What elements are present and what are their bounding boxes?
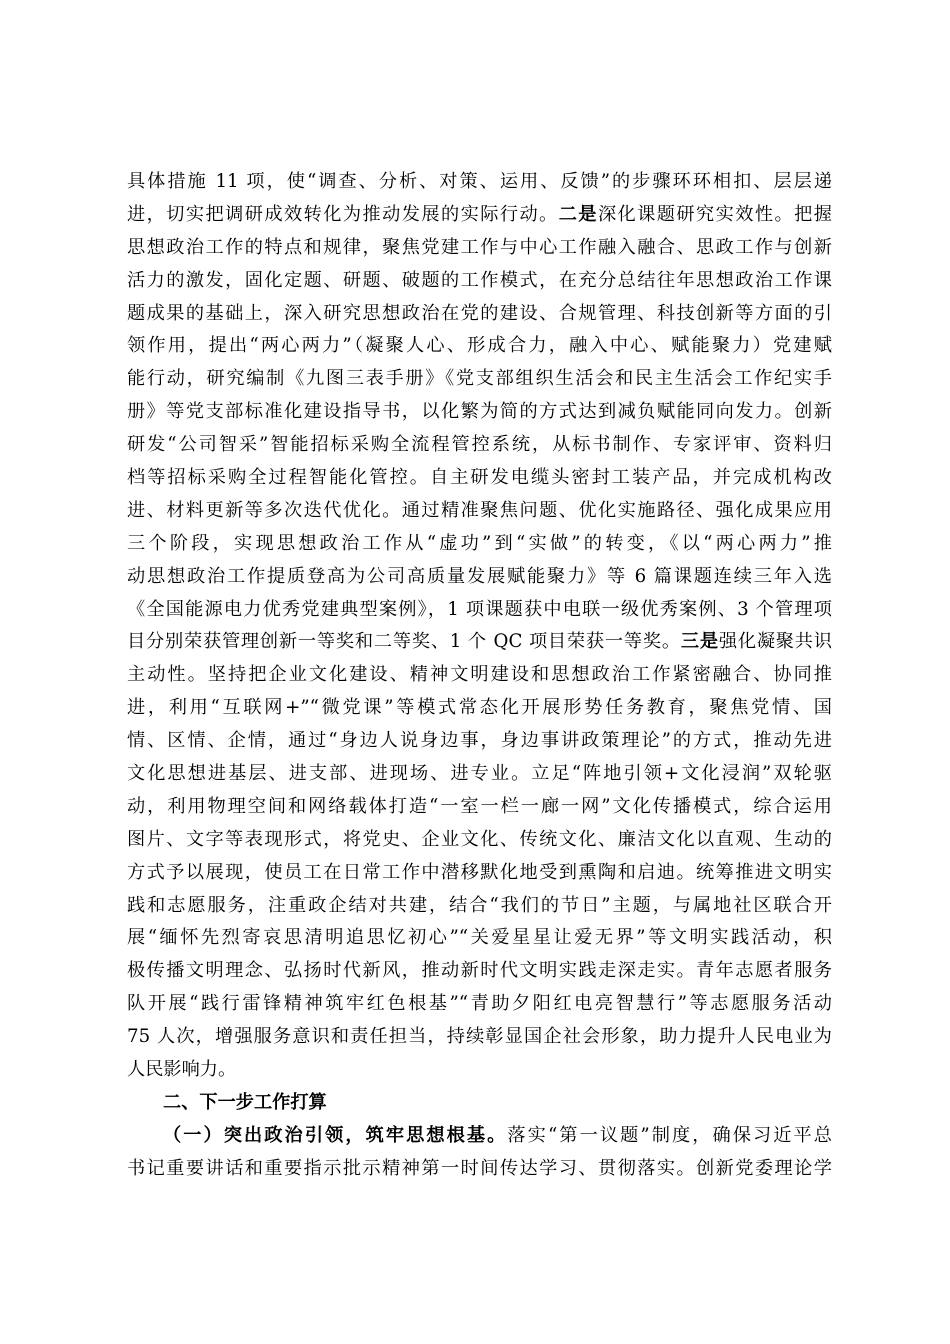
- text-line: 践和志愿服务，注重政企结对共建，结合“我们的节日”主题，与属地社区联合开: [127, 894, 832, 916]
- text-line: 《全国能源电力优秀党建典型案例》，1 项课题获中电联一级优秀案例、3 个管理项: [127, 598, 832, 620]
- text-line: 队开展“践行雷锋精神筑牢红色根基”“青助夕阳红电亮智慧行”等志愿服务活动: [127, 993, 832, 1015]
- subsection-first-line: （一）突出政治引领，筑牢思想根基。落实“第一议题”制度，确保习近平总: [163, 1124, 832, 1146]
- text-line: 人民影响力。: [127, 1059, 237, 1081]
- text-line: 进、材料更新等多次迭代优化。通过精准聚焦问题、优化实施路径、强化成果应用: [127, 499, 832, 521]
- text-line: 能行动，研究编制《九图三表手册》《党支部组织生活会和民主生活会工作纪实手: [127, 368, 832, 390]
- text-line: 进，利用“互联网+”“微党课”等模式常态化开展形势任务教育，聚焦党情、国: [127, 697, 832, 719]
- text-line: 具体措施 11 项，使“调查、分析、对策、运用、反馈”的步骤环环相扣、层层递: [127, 171, 832, 192]
- text-line: 动，利用物理空间和网络载体打造“一室一栏一廊一网”文化传播模式，综合运用: [127, 795, 832, 817]
- text-line: 领作用，提出“两心两力”（凝聚人心、形成合力，融入中心、赋能聚力）党建赋: [127, 335, 832, 357]
- text-line: 动思想政治工作提质登高为公司高质量发展赋能聚力》等 6 篇课题连续三年入选: [127, 565, 832, 587]
- text-line: 档等招标采购全过程智能化管控。自主研发电缆头密封工装产品，并完成机构改: [127, 467, 832, 489]
- text-line: 题成果的基础上，深入研究思想政治在党的建设、合规管理、科技创新等方面的引: [127, 302, 832, 324]
- subsection-title: （一）突出政治引领，筑牢思想根基。: [163, 1124, 508, 1146]
- text-line: 文化思想进基层、进支部、进现场、进专业。立足“阵地引领+文化浸润”双轮驱: [127, 763, 832, 785]
- text-line: 进，切实把调研成效转化为推动发展的实际行动。二是深化课题研究实效性。把握: [127, 203, 832, 225]
- ordinal-marker: 二是: [558, 203, 598, 225]
- text-line: 研发“公司智采”智能招标采购全流程管控系统，从标书制作、专家评审、资料归: [127, 434, 832, 456]
- text-line: 书记重要讲话和重要指示批示精神第一时间传达学习、贯彻落实。创新党委理论学: [127, 1157, 832, 1179]
- body-text: [127, 166, 832, 1186]
- text-line: 主动性。坚持把企业文化建设、精神文明建设和思想政治工作紧密融合、协同推: [127, 664, 832, 686]
- text-line: 活力的激发，固化定题、研题、破题的工作模式，在充分总结往年思想政治工作课: [127, 269, 832, 291]
- text-line: 展“缅怀先烈寄哀思清明追思忆初心”“关爱星星让爱无界”等文明实践活动，积: [127, 927, 832, 949]
- text-line: 目分别荣获管理创新一等奖和二等奖、1 个 QC 项目荣获一等奖。三是强化凝聚共识: [127, 631, 832, 653]
- text-line: 情、区情、企情，通过“身边人说身边事，身边事讲政策理论”的方式，推动先进: [127, 730, 832, 752]
- text-line: 75 人次，增强服务意识和责任担当，持续彰显国企社会形象，助力提升人民电业为: [127, 1026, 832, 1048]
- ordinal-marker: 三是: [680, 631, 719, 653]
- text-line: 图片、文字等表现形式，将党史、企业文化、传统文化、廉洁文化以直观、生动的: [127, 828, 832, 850]
- text-line: 方式予以展现，使员工在日常工作中潜移默化地受到熏陶和启迪。统筹推进文明实: [127, 861, 832, 883]
- text-line: 极传播文明理念、弘扬时代新风，推动新时代文明实践走深走实。青年志愿者服务: [127, 960, 832, 982]
- text-line: 册》等党支部标准化建设指导书，以化繁为简的方式达到减负赋能同向发力。创新: [127, 401, 832, 423]
- text-line: 思想政治工作的特点和规律，聚焦党建工作与中心工作融入融合、思政工作与创新: [127, 236, 832, 258]
- text-line: 三个阶段，实现思想政治工作从“虚功”到“实做”的转变，《以“两心两力”推: [127, 532, 832, 554]
- section-heading: 二、下一步工作打算: [163, 1091, 327, 1113]
